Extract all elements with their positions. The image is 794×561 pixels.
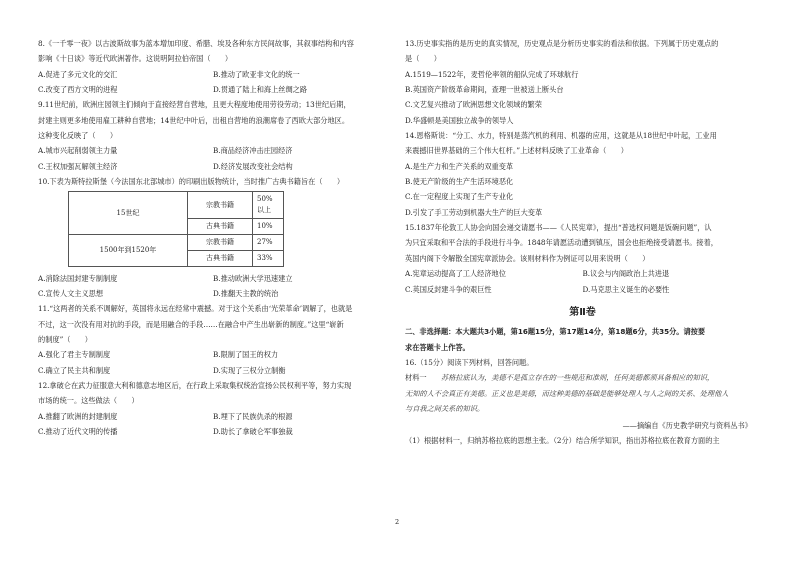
q16-sub-question-1: （1）根据材料一，归纳苏格拉底的思想主张。（2分）结合所学知识，指出苏格拉底在教育方面的主 (405, 436, 720, 446)
q11-option-b: B.限制了国王的权力 (213, 350, 279, 360)
q12-option-a: A.推翻了欧洲的封建制度 (38, 411, 118, 421)
q10-option-a: A.消除法国封建专制制度 (38, 273, 118, 283)
type-cell: 古典书籍 (188, 219, 253, 235)
q16-stem: 16.（15分）阅读下列材料，回答问题。 (405, 357, 534, 367)
q11-stem-line-1: 11.“这两者的关系不调解好，英国将永远在经常中震撼。对于这个关系由‘光荣革命’调解了，也就是 (38, 304, 353, 314)
q11-option-c: C.确立了民主共和制度 (38, 365, 111, 375)
table-row (69, 234, 284, 250)
q12-option-c: C.推动了近代文明的传播 (38, 427, 118, 437)
q15-option-b: B.议会与内阁政治上共进退 (582, 269, 670, 279)
percent-cell: 27% (253, 234, 284, 250)
q9-option-c: C.王权加强瓦解领主经济 (38, 161, 118, 171)
right-column (405, 38, 760, 451)
period-cell: 1500年到1520年 (69, 234, 188, 266)
percent-cell: 33% (253, 250, 284, 266)
q13-option-b: B.英国资产阶级革命期间，查理一世被送上断头台 (405, 85, 564, 95)
material-label: 材料一 (405, 373, 427, 383)
q14-option-c: C.在一定程度上实现了生产专业化 (405, 192, 514, 202)
q12-stem-line-2: 市场的统一。这些做法（ ） (38, 396, 139, 406)
q15-option-d: D.马克思主义诞生的必要性 (582, 284, 670, 294)
type-cell: 宗教书籍 (188, 192, 253, 219)
q15-stem-line-3: 英国内阁下令解散全国宪章派协会。该则材料作为例证可以用来说明（ ） (405, 253, 650, 263)
q12-option-b: B.埋下了民族仇杀的根源 (213, 411, 293, 421)
question-14 (405, 130, 760, 218)
q12-stem-line-1: 12.拿破仑在武力征服意大利和德意志地区后，在行政上采取集权统治宣扬公民权利平等，努力实现 (38, 381, 352, 391)
q11-stem-line-2: 不过，这一次没有用对抗的手段，而是用融合的手段……在融合中产生出崭新的制度。”这里“崭新 (38, 319, 344, 329)
q13-option-c: C.文艺复兴推动了欧洲思想文化领域的繁荣 (405, 100, 542, 110)
question-10 (38, 176, 388, 299)
material-text: 苏格拉底认为，美德不是孤立存在的一些规范和准则，任何美德都须具备相应的知识， (440, 373, 715, 383)
q8-option-b: B.推动了欧亚非文化的统一 (213, 69, 300, 79)
question-16 (405, 357, 760, 447)
q8-option-d: D.贯通了陆上和海上丝绸之路 (213, 85, 308, 95)
q10-option-b: B.推动欧洲大学迅速建立 (213, 273, 293, 283)
q9-stem-line-1: 9.11世纪前，欧洲庄园领主们倾向于直接经营自营地，且更大程度地使用劳役劳动；13世纪后期， (38, 100, 351, 110)
q8-option-a: A.促进了多元文化的交汇 (38, 69, 118, 79)
percent-cell: 50%以上 (253, 192, 284, 219)
q9-option-a: A.城市兴起削弱领主力量 (38, 146, 118, 156)
q11-option-a: A.强化了君主专制制度 (38, 350, 111, 360)
q10-option-c: C.宣传人文主义思想 (38, 289, 104, 298)
q15-stem-line-2: 为只宜采取和平合法的手段进行斗争。1848年请愿活动遭到镇压，国会也拒绝接受请愿书。接着， (405, 238, 718, 248)
q16-material-line-2: 无知的人不会真正有美德。正义也是美德，而这种美德的基础是能够处理人与人之间的关系、处理他人 (405, 388, 729, 398)
q14-stem-line-2: 来震撼旧世界基础的三个伟大杠杆。”上述材料反映了工业革命（ ） (405, 146, 628, 156)
q8-option-c: C.改变了西方文明的进程 (38, 85, 118, 95)
question-15 (405, 222, 760, 295)
q8-stem-line-1: 8.《一千零一夜》以古波斯故事为蓝本增加印度、希腊、埃及各种东方民间故事，其叙事结构和内容 (38, 39, 354, 48)
q14-option-d: D.引发了手工劳动到机器大生产的巨大变革 (405, 207, 543, 217)
q13-stem-line-1: 13.历史事实指的是历史的真实情况，历史观点是分析历史事实的看法和依据。下列属于历史观点的 (405, 39, 719, 48)
type-cell: 古典书籍 (188, 250, 253, 266)
question-9 (38, 99, 388, 172)
percent-cell: 10% (253, 219, 284, 235)
question-8 (38, 38, 388, 95)
question-11 (38, 303, 388, 376)
q9-stem-line-2: 封建主则更多地使用雇工耕种自营地；14世纪中叶后，出租自营地的浪潮席卷了西欧大部分地区。 (38, 115, 350, 125)
q14-option-b: B.使无产阶级的生产生活环境恶化 (405, 177, 514, 187)
publication-table (68, 191, 284, 266)
question-12 (38, 380, 388, 437)
part-two-instruction-line-2: 求在答题卡上作答。 (405, 342, 470, 352)
q13-option-d: D.华盛顿是美国独立战争的领导人 (405, 115, 514, 125)
q14-stem-line-1: 14.恩格斯说：“分工、水力，特别是蒸汽机的利用、机器的应用，这就是从18世纪中叶起，工业用 (405, 131, 717, 141)
q11-option-d: D.实现了三权分立制衡 (213, 365, 286, 375)
q9-option-b: B.商品经济冲击庄园经济 (213, 146, 293, 156)
part-two-instruction-line-1: 二、非选择题：本大题共3小题，第16题15分，第17题14分，第18题6分，共35分。请按要 (405, 327, 706, 337)
period-cell: 15世纪 (69, 192, 188, 235)
material-source: ——摘编自《历史教学研究与资料丛书》 (622, 421, 752, 431)
q16-material-line-3: 与自我之间关系的知识。 (405, 403, 485, 413)
q12-option-d: D.助长了拿破仑军事独裁 (213, 427, 293, 437)
q15-option-a: A.宪章运动提高了工人经济地位 (405, 269, 506, 279)
q13-stem-line-2: 是（ ） (405, 54, 441, 64)
q9-stem-line-3: 这种变化反映了（ ） (38, 131, 118, 141)
q16-material-line-1 (405, 372, 760, 383)
table-row (69, 192, 284, 219)
page-number: 2 (395, 518, 400, 526)
left-column (38, 38, 388, 441)
question-13 (405, 38, 760, 126)
q14-option-a: A.是生产力和生产关系的双重变革 (405, 161, 514, 171)
q9-option-d: D.经济发展改变社会结构 (213, 161, 293, 171)
q13-option-a: A.1519—1522年，麦哲伦率领的船队完成了环球航行 (405, 69, 579, 79)
part-two-title: 第Ⅱ卷 (569, 306, 596, 318)
q11-stem-line-3: 的制度”（ ） (38, 335, 92, 345)
q8-stem-line-2: 影响《十日谈》等近代欧洲著作。这说明阿拉伯帝国（ ） (38, 54, 233, 64)
q15-option-c: C.英国反封建斗争的艰巨性 (405, 284, 492, 294)
q15-stem-line-1: 15.1837年伦敦工人协会向国会递交请愿书——《人民宪章》，提出“普选权问题是饭碗问题”，认 (405, 223, 712, 233)
type-cell: 宗教书籍 (188, 234, 253, 250)
q10-option-d: D.推翻天主教的统治 (213, 289, 279, 298)
q10-stem: 10.下表为斯特拉斯堡（今法国东北部城市）的印刷出版物统计，当时推广古典书籍旨在（ ） (38, 177, 345, 187)
